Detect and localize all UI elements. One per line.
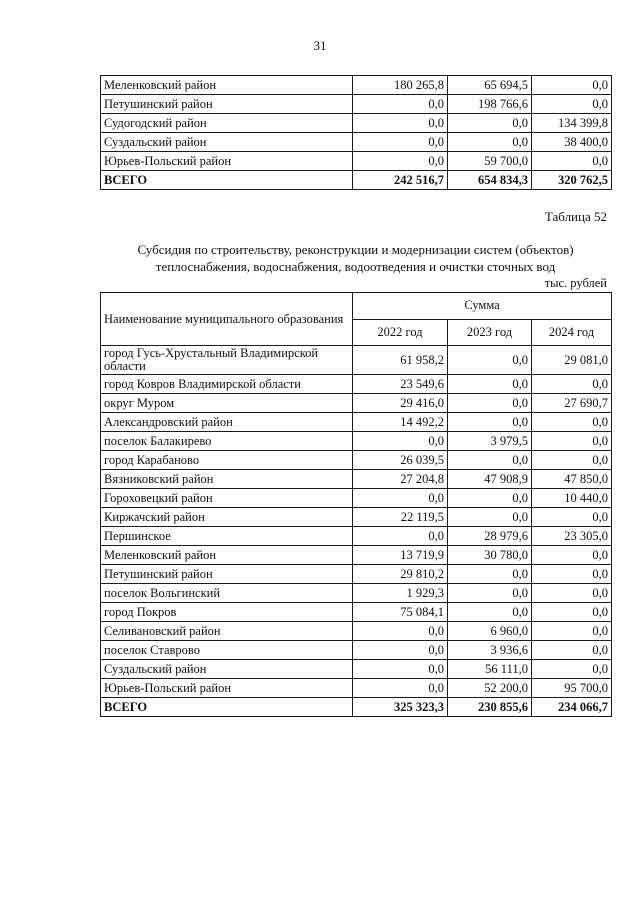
municipality-cell: Петушинский район [101,565,353,584]
table-row [101,660,612,679]
header-year: 2022 год [353,319,448,346]
value-2024-cell: 95 700,0 [532,679,612,698]
value-2023-cell: 0,0 [448,508,532,527]
municipality-cell: ВСЕГО [101,171,353,190]
value-2023-cell: 28 979,6 [448,527,532,546]
value-2022-cell: 0,0 [353,641,448,660]
value-2024-cell: 0,0 [532,584,612,603]
value-2022-cell: 180 265,8 [353,76,448,95]
municipality-cell: Юрьев-Польский район [101,679,353,698]
municipality-cell: Меленковский район [101,546,353,565]
municipality-cell: Селивановский район [101,622,353,641]
table-row [101,622,612,641]
municipality-cell: Александровский район [101,413,353,432]
value-2022-cell: 29 416,0 [353,394,448,413]
value-2023-cell: 0,0 [448,133,532,152]
value-2022-cell: 0,0 [353,95,448,114]
table-row [101,679,612,698]
municipality-cell: Суздальский район [101,133,353,152]
header-year: 2024 год [532,319,612,346]
value-2022-cell: 61 958,2 [353,346,448,375]
table-row [101,508,612,527]
value-2022-cell: 26 039,5 [353,451,448,470]
table-row [101,95,612,114]
value-2023-cell: 0,0 [448,114,532,133]
municipality-cell: поселок Вольгинский [101,584,353,603]
value-2024-cell: 27 690,7 [532,394,612,413]
value-2024-cell: 0,0 [532,95,612,114]
page-number: 31 [313,38,327,53]
value-2024-cell: 10 440,0 [532,489,612,508]
value-2022-cell: 0,0 [353,622,448,641]
value-2024-cell: 0,0 [532,432,612,451]
municipality-cell: город Покров [101,603,353,622]
value-2022-cell: 0,0 [353,679,448,698]
value-2022-cell: 0,0 [353,133,448,152]
table-row [101,489,612,508]
value-2024-cell: 0,0 [532,451,612,470]
value-2024-cell: 47 850,0 [532,470,612,489]
value-2022-cell: 22 119,5 [353,508,448,527]
value-2024-cell: 0,0 [532,375,612,394]
value-2024-cell: 0,0 [532,622,612,641]
table-row [101,584,612,603]
value-2022-cell: 14 492,2 [353,413,448,432]
value-2023-cell: 59 700,0 [448,152,532,171]
value-2023-cell: 6 960,0 [448,622,532,641]
value-2022-cell: 0,0 [353,527,448,546]
value-2024-cell: 0,0 [532,603,612,622]
caption-line: теплоснабжения, водоснабжения, водоотведения и очистки сточных вод [155,259,556,274]
table-row [101,133,612,152]
value-2023-cell: 0,0 [448,603,532,622]
value-2024-cell: 38 400,0 [532,133,612,152]
value-2023-cell: 0,0 [448,451,532,470]
municipality-cell: Киржачский район [101,508,353,527]
value-2024-cell: 134 399,8 [532,114,612,133]
value-2023-cell: 0,0 [448,346,532,375]
value-2023-cell: 0,0 [448,584,532,603]
table-row [101,346,612,375]
municipality-cell: поселок Ставрово [101,641,353,660]
value-2024-cell: 0,0 [532,565,612,584]
table-caption [100,241,611,275]
value-2022-cell: 27 204,8 [353,470,448,489]
value-2023-cell: 0,0 [448,565,532,584]
table-row [101,152,612,171]
total-row [101,171,612,190]
municipality-cell: Вязниковский район [101,470,353,489]
municipality-cell: Петушинский район [101,95,353,114]
value-2024-cell: 0,0 [532,660,612,679]
header-year: 2023 год [448,319,532,346]
table-row [101,375,612,394]
total-row [101,698,612,717]
value-2022-cell: 0,0 [353,660,448,679]
header-sum: Сумма [353,293,612,320]
value-2022-cell: 13 719,9 [353,546,448,565]
value-2022-cell: 0,0 [353,432,448,451]
municipality-cell: город Карабаново [101,451,353,470]
municipality-cell: Суздальский район [101,660,353,679]
municipality-cell: Гороховецкий район [101,489,353,508]
table-row [101,546,612,565]
value-2023-cell: 0,0 [448,375,532,394]
table-row [101,527,612,546]
value-2022-cell: 23 549,6 [353,375,448,394]
municipality-cell: город Ковров Владимирской области [101,375,353,394]
municipality-cell: Меленковский район [101,76,353,95]
units-label: тыс. рублей [544,276,607,290]
municipality-cell: округ Муром [101,394,353,413]
table-row [101,565,612,584]
value-2023-cell: 52 200,0 [448,679,532,698]
municipality-cell: поселок Балакирево [101,432,353,451]
value-2023-cell: 654 834,3 [448,171,532,190]
value-2022-cell: 0,0 [353,114,448,133]
value-2023-cell: 198 766,6 [448,95,532,114]
table-row [101,413,612,432]
table-row [101,394,612,413]
table-row [101,76,612,95]
caption-line: Субсидия по строительству, реконструкции и модернизации систем (объектов) [137,242,574,257]
value-2024-cell: 234 066,7 [532,698,612,717]
value-2022-cell: 1 929,3 [353,584,448,603]
table-row [101,432,612,451]
municipality-cell: Юрьев-Польский район [101,152,353,171]
header-name: Наименование муниципального образования [101,293,353,346]
value-2023-cell: 0,0 [448,489,532,508]
table-row [101,114,612,133]
value-2024-cell: 0,0 [532,508,612,527]
value-2023-cell: 65 694,5 [448,76,532,95]
value-2022-cell: 325 323,3 [353,698,448,717]
value-2023-cell: 47 908,9 [448,470,532,489]
municipality-cell: Першинское [101,527,353,546]
continued-table [100,75,612,190]
subsidy-table [100,292,612,717]
value-2024-cell: 320 762,5 [532,171,612,190]
value-2023-cell: 0,0 [448,413,532,432]
table-row [101,451,612,470]
value-2022-cell: 29 810,2 [353,565,448,584]
value-2023-cell: 30 780,0 [448,546,532,565]
value-2023-cell: 3 979,5 [448,432,532,451]
value-2022-cell: 242 516,7 [353,171,448,190]
value-2024-cell: 0,0 [532,76,612,95]
value-2022-cell: 75 084,1 [353,603,448,622]
municipality-cell: Судогодский район [101,114,353,133]
municipality-cell: город Гусь-Хрустальный Владимирской области [101,346,353,375]
value-2024-cell: 0,0 [532,641,612,660]
value-2023-cell: 3 936,6 [448,641,532,660]
value-2022-cell: 0,0 [353,152,448,171]
value-2024-cell: 0,0 [532,546,612,565]
table-row [101,641,612,660]
header-row [101,293,612,320]
value-2024-cell: 0,0 [532,152,612,171]
value-2024-cell: 29 081,0 [532,346,612,375]
value-2022-cell: 0,0 [353,489,448,508]
table-row [101,603,612,622]
table-row [101,470,612,489]
table-number-label: Таблица 52 [544,209,607,224]
municipality-cell: ВСЕГО [101,698,353,717]
value-2023-cell: 56 111,0 [448,660,532,679]
value-2024-cell: 23 305,0 [532,527,612,546]
value-2023-cell: 0,0 [448,394,532,413]
value-2024-cell: 0,0 [532,413,612,432]
value-2023-cell: 230 855,6 [448,698,532,717]
